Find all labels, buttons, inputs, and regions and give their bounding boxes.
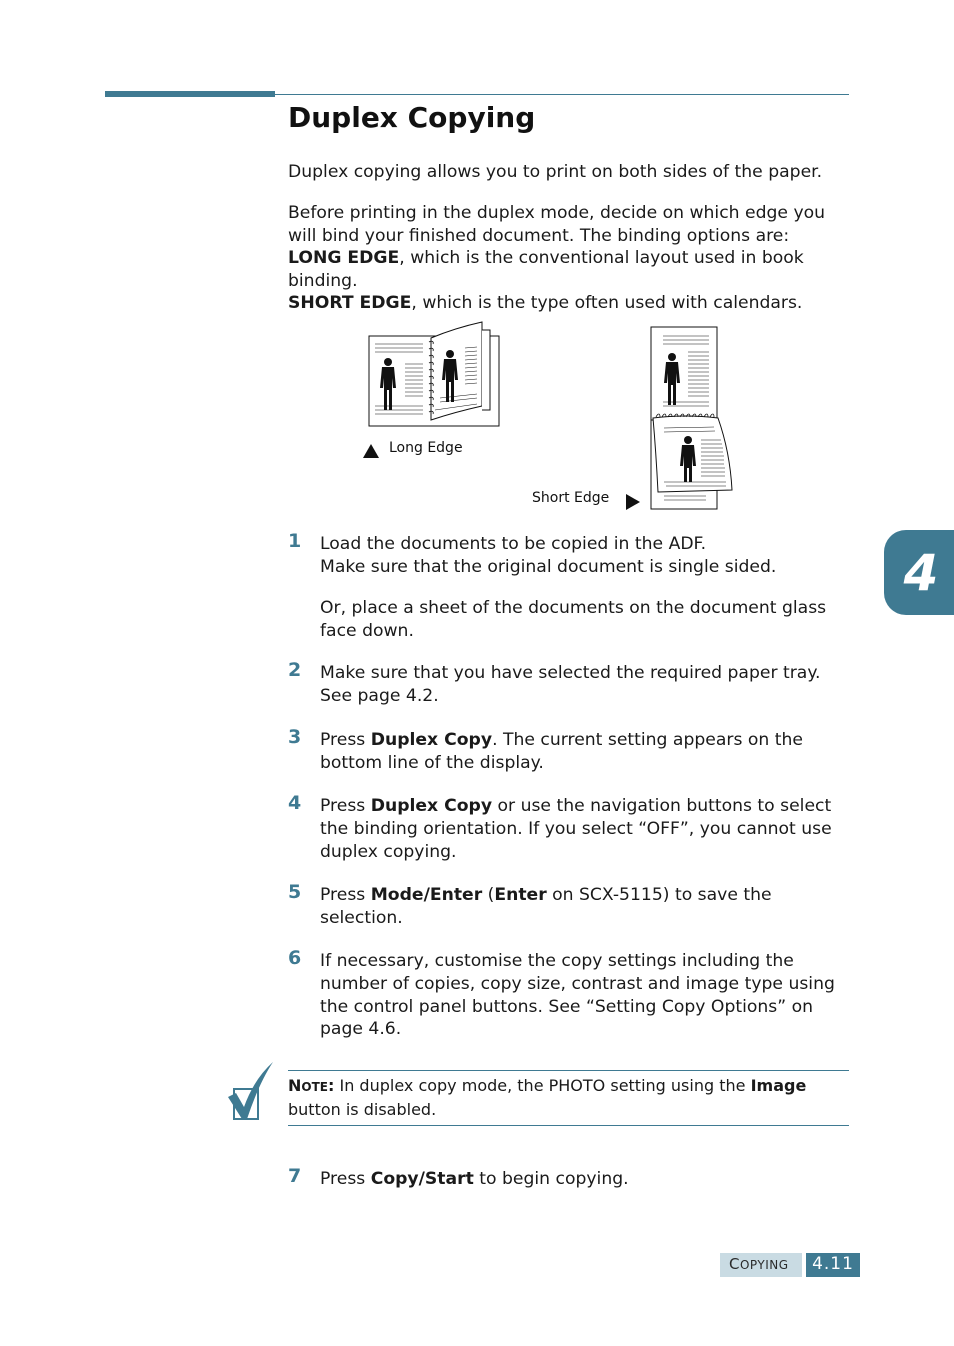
step-text xyxy=(320,1168,850,1191)
step-1-line-1: Load the documents to be copied in the ADF. xyxy=(320,534,707,554)
note-pre: In duplex copy mode, the PHOTO setting using the xyxy=(334,1076,751,1095)
note-heading-colon: : xyxy=(327,1076,335,1095)
step-5-post: on SCX-5115) to save the selection. xyxy=(320,885,772,928)
step-number: 7 xyxy=(288,1165,302,1187)
note-heading-first: N xyxy=(288,1076,302,1095)
step-7-pre: Press xyxy=(320,1169,371,1189)
note-bottom-rule xyxy=(288,1125,849,1126)
note-heading-rest: OTE xyxy=(301,1080,328,1094)
step-5-pre: Press xyxy=(320,885,371,905)
chapter-tab-number: 4 xyxy=(903,544,939,602)
footer-chapter-first: C xyxy=(729,1255,740,1273)
step-number: 6 xyxy=(288,947,302,969)
long-edge-desc: , which is the conventional layout used in book binding. xyxy=(288,248,804,291)
step-1-line-2: Make sure that the original document is single sided. xyxy=(320,556,777,577)
short-edge-arrow-icon xyxy=(625,493,641,511)
step-number: 2 xyxy=(288,659,302,681)
step-4-pre: Press xyxy=(320,796,371,816)
long-edge-arrow-icon xyxy=(362,443,380,459)
step-3-pre: Press xyxy=(320,730,371,750)
note-heading xyxy=(288,1076,334,1095)
page-title: Duplex Copying xyxy=(288,101,536,134)
footer-page-number: 4.11 xyxy=(812,1254,854,1274)
short-edge-term: SHORT EDGE xyxy=(288,293,412,313)
step-number: 1 xyxy=(288,530,302,552)
step-5-mid: ( xyxy=(482,885,495,905)
step-5-bold-2: Enter xyxy=(494,885,547,905)
footer-chapter-name xyxy=(729,1255,789,1273)
step-text xyxy=(320,795,850,863)
binding-intro-text: Before printing in the duplex mode, decide on which edge you will bind your finished document. The binding options are: xyxy=(288,203,826,246)
step-text: Make sure that you have selected the required paper tray. See page 4.2. xyxy=(320,663,821,706)
step-5-bold: Mode/Enter xyxy=(370,885,483,905)
step-number: 5 xyxy=(288,881,302,903)
intro-paragraph: Duplex copying allows you to print on both sides of the paper. xyxy=(288,162,823,182)
step-4-bold: Duplex Copy xyxy=(370,796,493,816)
step-7-bold: Copy/Start xyxy=(370,1169,474,1189)
note-text xyxy=(288,1075,854,1120)
short-edge-desc: , which is the type often used with calendars. xyxy=(411,293,803,313)
step-text xyxy=(320,729,830,775)
long-edge-illustration xyxy=(365,318,505,433)
long-edge-label: Long Edge xyxy=(389,440,463,456)
step-1-alternative: Or, place a sheet of the documents on the document glass face down. xyxy=(320,598,827,641)
step-3-post: . The current setting appears on the bottom line of the display. xyxy=(320,730,803,773)
step-text: If necessary, customise the copy settings including the number of copies, copy size, contrast and image type using the control panel buttons. See “Setting Copy Options” on page 4.6. xyxy=(320,951,835,1040)
long-edge-term: LONG EDGE xyxy=(288,248,400,268)
step-3-bold: Duplex Copy xyxy=(370,730,493,750)
binding-paragraph xyxy=(288,202,853,315)
short-edge-illustration xyxy=(646,322,738,514)
short-edge-label: Short Edge xyxy=(532,490,610,506)
header-rule-thick xyxy=(105,91,275,97)
step-text xyxy=(320,533,850,579)
step-number: 4 xyxy=(288,792,302,814)
header-rule-thin xyxy=(275,94,849,95)
step-4-post: or use the navigation buttons to select the binding orientation. If you select “OFF”, you cannot use duplex copying. xyxy=(320,796,832,862)
step-text xyxy=(320,884,820,930)
step-number: 3 xyxy=(288,726,302,748)
checkmark-note-icon xyxy=(226,1061,276,1123)
footer-chapter-rest: OPYING xyxy=(739,1258,789,1272)
step-7-post: to begin copying. xyxy=(473,1169,629,1189)
note-top-rule xyxy=(288,1070,849,1071)
note-bold: Image xyxy=(750,1076,807,1095)
note-post: button is disabled. xyxy=(288,1099,437,1119)
